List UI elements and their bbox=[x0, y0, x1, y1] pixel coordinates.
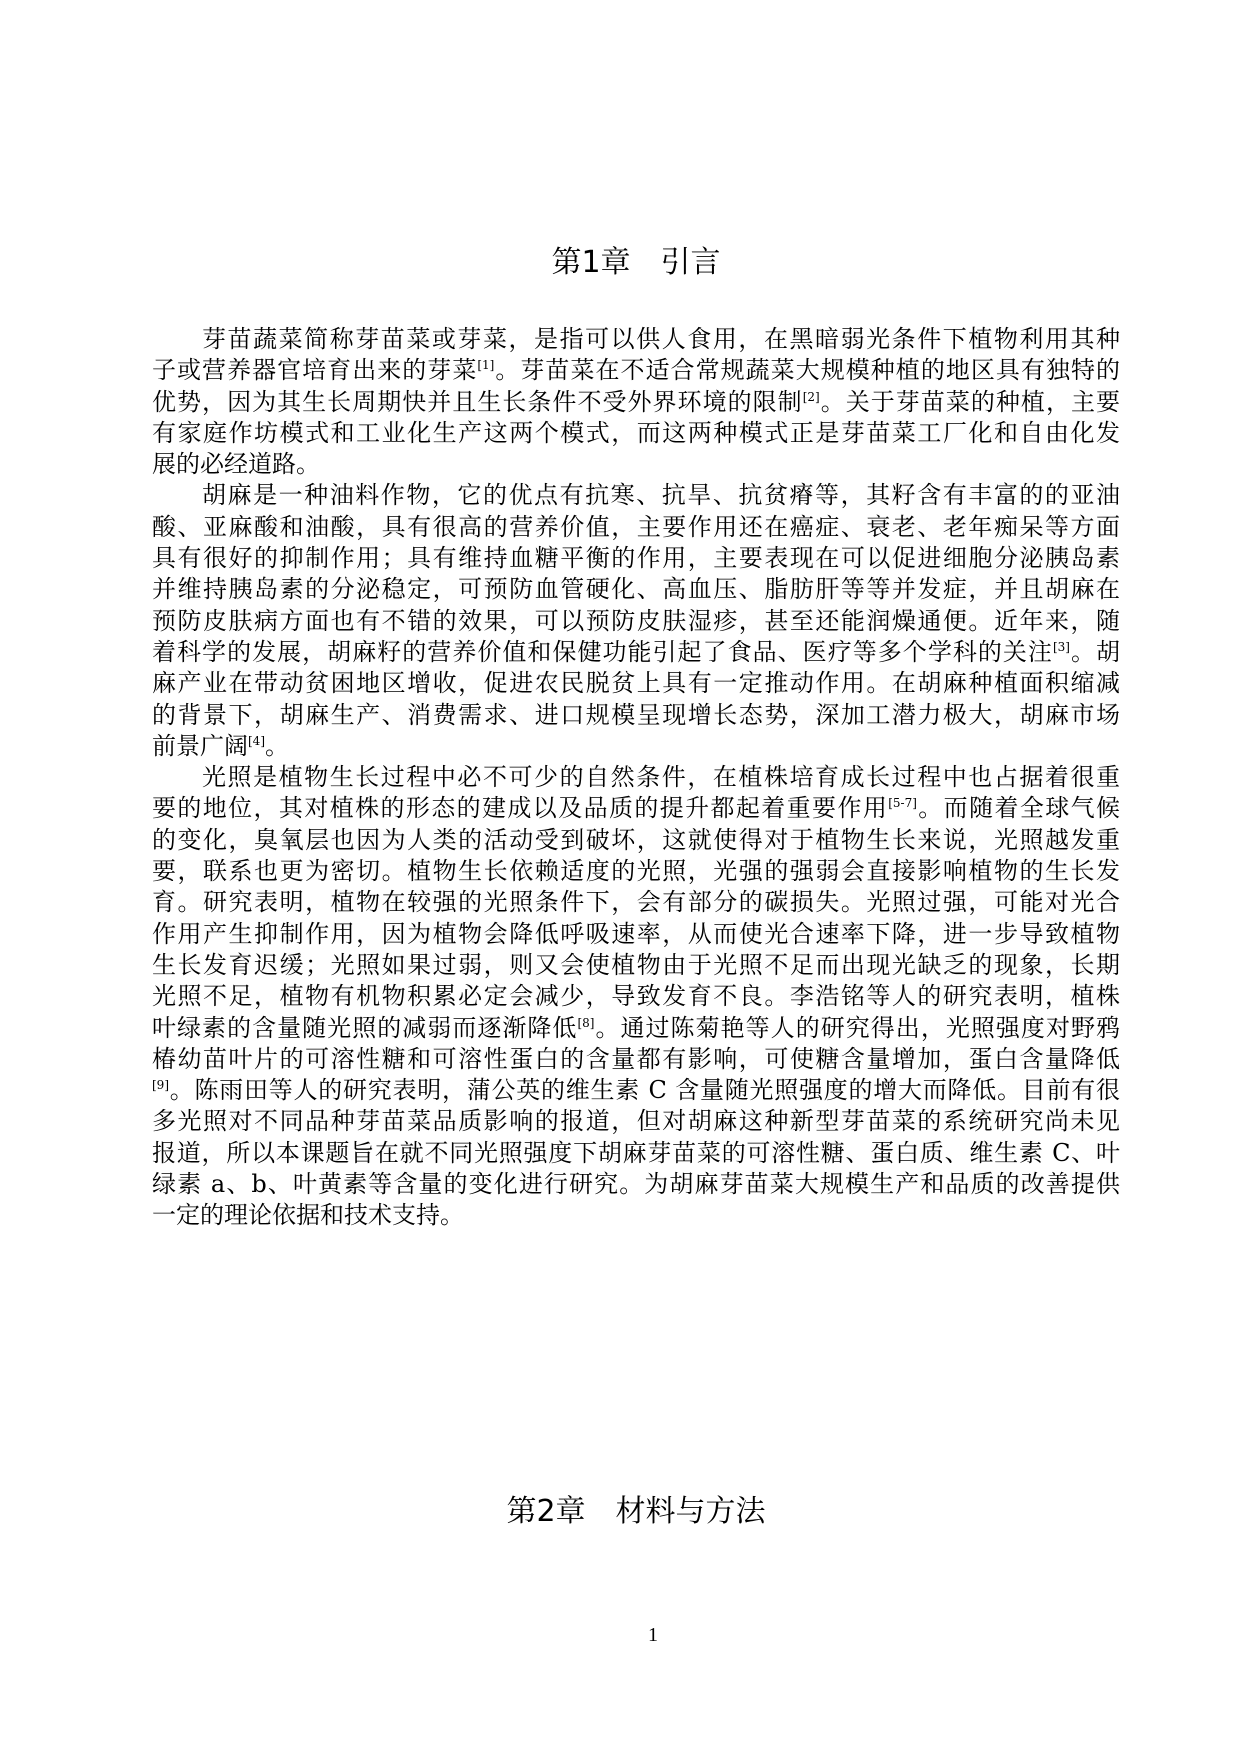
paragraph bbox=[152, 324, 1120, 480]
paragraph bbox=[152, 762, 1120, 1231]
citation-reference: [9] bbox=[152, 1078, 169, 1093]
text-run: 多光照对不同品种芽苗菜品质影响的报道，但对胡麻这种新型芽苗菜的系统研究尚未见 bbox=[152, 1107, 1120, 1136]
text-run: 前景广阔 bbox=[152, 731, 248, 760]
citation-reference: [8] bbox=[577, 1015, 595, 1030]
text-run: 作用产生抑制作用，因为植物会降低呼吸速率，从而使光合速率下降，进一步导致植物 bbox=[152, 919, 1120, 948]
text-line bbox=[152, 793, 1120, 824]
text-run: 光照是植物生长过程中必不可少的自然条件，在植株培育成长过程中也占据着很重 bbox=[202, 763, 1120, 792]
text-run: 预防皮肤病方面也有不错的效果，可以预防皮肤湿疹，甚至还能润燥通便。近年来，随 bbox=[152, 606, 1120, 635]
chapter-2-title: 第2章 材料与方法 bbox=[506, 1494, 766, 1529]
citation-reference: [4] bbox=[248, 733, 265, 748]
text-run: 优势，因为其生长周期快并且生长条件不受外界环境的限制 bbox=[152, 387, 803, 416]
citation-reference: [2] bbox=[802, 389, 820, 404]
text-line bbox=[152, 543, 1120, 574]
page-number: 1 bbox=[648, 1624, 658, 1646]
text-line bbox=[152, 418, 1120, 449]
text-line bbox=[152, 480, 1120, 511]
text-line bbox=[152, 512, 1120, 543]
text-line bbox=[152, 856, 1120, 887]
text-run: 。而随着全球气候 bbox=[916, 794, 1121, 823]
chapter-1-title: 第1章 引言 bbox=[551, 245, 721, 280]
text-line bbox=[152, 1075, 1120, 1106]
text-line bbox=[152, 700, 1120, 731]
text-run: 光照不足，植物有机物积累必定会减少，导致发育不良。李浩铭等人的研究表明，植株 bbox=[152, 982, 1120, 1011]
text-run: 麻产业在带动贫困地区增收，促进农民脱贫上具有一定推动作用。在胡麻种植面积缩减 bbox=[152, 669, 1120, 698]
text-run: 。芽苗菜在不适合常规蔬菜大规模种植的地区具有独特的 bbox=[494, 356, 1120, 385]
text-run: 子或营养器官培育出来的芽菜 bbox=[152, 356, 478, 385]
chapter-1-body bbox=[152, 324, 1120, 1232]
text-line bbox=[152, 762, 1120, 793]
text-line bbox=[152, 606, 1120, 637]
text-run: 。通过陈菊艳等人的研究得出，光照强度对野鸦 bbox=[594, 1013, 1121, 1042]
text-run: 具有很好的抑制作用；具有维持血糖平衡的作用，主要表现在可以促进细胞分泌胰岛素 bbox=[152, 544, 1120, 573]
text-line bbox=[152, 324, 1120, 355]
text-run: 酸、亚麻酸和油酸，具有很高的营养价值，主要作用还在癌症、衰老、老年痴呆等方面 bbox=[152, 512, 1120, 541]
text-line bbox=[152, 1200, 1120, 1231]
text-line bbox=[152, 668, 1120, 699]
text-line bbox=[152, 731, 1120, 762]
text-run: 。胡 bbox=[1069, 637, 1121, 666]
text-run: 生长发育迟缓；光照如果过弱，则又会使植物由于光照不足而出现光缺乏的现象，长期 bbox=[152, 950, 1120, 979]
text-run: 要，联系也更为密切。植物生长依赖适度的光照，光强的强弱会直接影响植物的生长发 bbox=[152, 857, 1120, 886]
text-run: 的变化，臭氧层也因为人类的活动受到破坏，这就使得对于植物生长来说，光照越发重 bbox=[152, 825, 1120, 854]
text-run: 报道，所以本课题旨在就不同光照强度下胡麻芽苗菜的可溶性糖、蛋白质、维生素 C、叶 bbox=[152, 1138, 1120, 1167]
citation-reference: [3] bbox=[1052, 639, 1070, 654]
text-line bbox=[152, 1169, 1120, 1200]
paragraph bbox=[152, 480, 1120, 762]
text-line bbox=[152, 449, 1120, 480]
text-run: 。关于芽苗菜的种植，主要 bbox=[819, 387, 1121, 416]
text-run: 。 bbox=[265, 731, 289, 760]
citation-reference: [1] bbox=[477, 358, 495, 373]
text-run: 并维持胰岛素的分泌稳定，可预防血管硬化、高血压、脂肪肝等等并发症，并且胡麻在 bbox=[152, 575, 1120, 604]
text-line bbox=[152, 1106, 1120, 1137]
text-line bbox=[152, 825, 1120, 856]
text-run: 育。研究表明，植物在较强的光照条件下，会有部分的碳损失。光照过强，可能对光合 bbox=[152, 888, 1120, 917]
text-line bbox=[152, 574, 1120, 605]
text-line bbox=[152, 919, 1120, 950]
text-line bbox=[152, 355, 1120, 386]
text-run: 着科学的发展，胡麻籽的营养价值和保健功能引起了食品、医疗等多个学科的关注 bbox=[152, 637, 1053, 666]
text-run: 绿素 a、b、叶黄素等含量的变化进行研究。为胡麻芽苗菜大规模生产和品质的改善提供 bbox=[152, 1170, 1120, 1199]
text-run: 的背景下，胡麻生产、消费需求、进口规模呈现增长态势，深加工潜力极大，胡麻市场 bbox=[152, 700, 1120, 729]
text-run: 展的必经道路。 bbox=[152, 450, 320, 479]
text-line bbox=[152, 637, 1120, 668]
citation-reference: [5-7] bbox=[888, 796, 917, 811]
text-line bbox=[152, 981, 1120, 1012]
text-run: 芽苗蔬菜简称芽苗菜或芽菜，是指可以供人食用，在黑暗弱光条件下植物利用其种 bbox=[202, 325, 1120, 353]
text-line bbox=[152, 1138, 1120, 1169]
text-run: 叶绿素的含量随光照的减弱而逐渐降低 bbox=[152, 1013, 578, 1042]
text-line bbox=[152, 1044, 1120, 1075]
text-run: 一定的理论依据和技术支持。 bbox=[152, 1201, 464, 1230]
text-run: 椿幼苗叶片的可溶性糖和可溶性蛋白的含量都有影响，可使糖含量增加，蛋白含量降低 bbox=[152, 1044, 1120, 1073]
text-run: 要的地位，其对植株的形态的建成以及品质的提升都起着重要作用 bbox=[152, 794, 889, 823]
text-run: 有家庭作坊模式和工业化生产这两个模式，而这两种模式正是芽苗菜工厂化和自由化发 bbox=[152, 418, 1120, 447]
text-line bbox=[152, 950, 1120, 981]
text-line bbox=[152, 887, 1120, 918]
text-run: 。陈雨田等人的研究表明，蒲公英的维生素 C 含量随光照强度的增大而降低。目前有很 bbox=[169, 1076, 1120, 1105]
text-run: 胡麻是一种油料作物，它的优点有抗寒、抗旱、抗贫瘠等，其籽含有丰富的的亚油 bbox=[202, 481, 1120, 510]
text-line bbox=[152, 1013, 1120, 1044]
text-line bbox=[152, 387, 1120, 418]
